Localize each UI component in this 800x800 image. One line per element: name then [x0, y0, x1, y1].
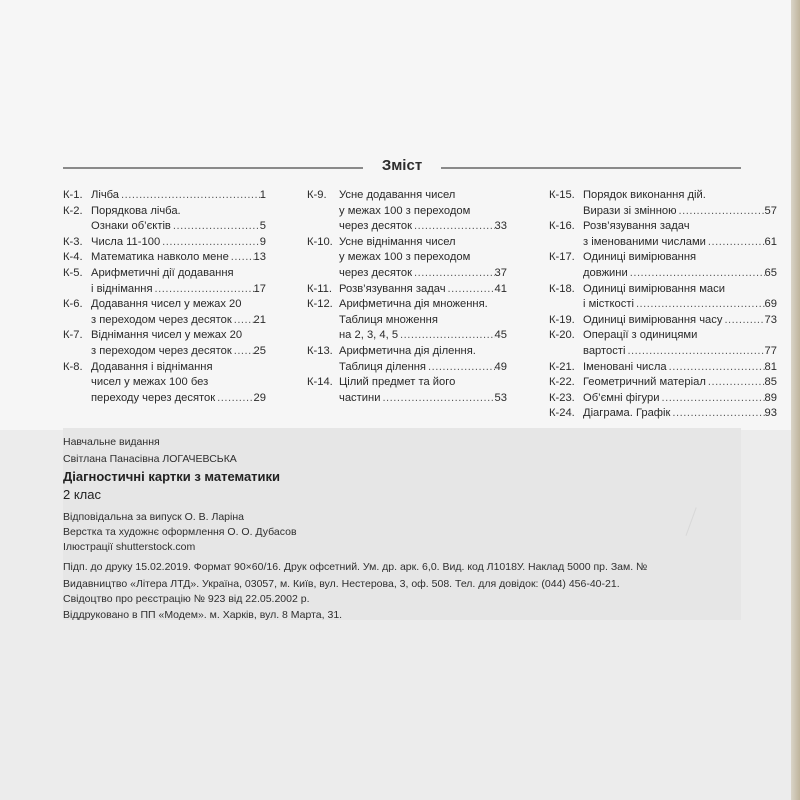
- toc-entry: [307, 297, 507, 344]
- toc-entry-title: Діаграма. Графік: [583, 407, 671, 420]
- toc-entry-title: Лічба: [91, 189, 120, 201]
- toc-entry-line: [91, 360, 266, 376]
- book-grade: 2 клас: [63, 487, 101, 502]
- toc-entry-title: Арифметична дія ділення.: [339, 344, 476, 357]
- toc-entry: [549, 219, 777, 250]
- toc-entry-title: Цілий предмет та його: [339, 376, 456, 389]
- toc-dot-leader: [171, 219, 260, 235]
- toc-entry-line: [339, 360, 507, 376]
- toc-entry: [549, 360, 777, 376]
- toc-entry-line: [339, 188, 507, 204]
- toc-entry-line: [91, 266, 266, 282]
- toc-entry: [63, 204, 266, 235]
- toc-entry-title: Іменовані числа: [583, 360, 667, 373]
- toc-entry: [63, 235, 266, 251]
- toc-entry-number: К-15.: [549, 189, 575, 201]
- toc-dot-leader: [426, 360, 495, 376]
- toc-entry-line: [91, 328, 266, 344]
- registration-certificate: Свідоцтво про реєстрацію № 923 від 22.05.2002 р.: [63, 593, 310, 605]
- toc-entry-title: Додавання і віднімання: [91, 360, 213, 373]
- toc-entry-line: [583, 219, 777, 235]
- toc-entry: [549, 328, 777, 359]
- toc-dot-leader: [119, 188, 260, 204]
- toc-entry-title: довжини: [583, 266, 628, 279]
- toc-page-number: 17: [253, 282, 266, 295]
- toc-entry: [549, 391, 777, 407]
- toc-page-number: 73: [764, 313, 777, 326]
- toc-rule-left: [63, 167, 363, 169]
- toc-entry-title: Порядкова лічба.: [91, 204, 181, 217]
- toc-page-number: 29: [253, 391, 266, 404]
- illustrations-credit: Ілюстрації shutterstock.com: [63, 541, 196, 553]
- toc-dot-leader: [706, 375, 765, 391]
- toc-entry-line: [583, 297, 777, 313]
- toc-entry-number: К-9.: [307, 189, 327, 201]
- toc-entry-title: Розв’язування задач: [583, 220, 690, 233]
- toc-dot-leader: [232, 344, 254, 360]
- toc-entry-number: К-13.: [307, 344, 333, 357]
- toc-entry-line: [91, 188, 266, 204]
- toc-dot-leader: [446, 282, 495, 298]
- toc-entry-line: [91, 235, 266, 251]
- toc-entry-number: К-17.: [549, 251, 575, 264]
- toc-entry-title: через десяток: [339, 266, 413, 279]
- toc-entry-title: Операції з одиницями: [583, 329, 698, 342]
- toc-dot-leader: [412, 266, 495, 282]
- toc-entry-line: [91, 204, 266, 220]
- toc-entry-line: [339, 313, 507, 329]
- toc-entry-title: Віднімання чисел у межах 20: [91, 329, 243, 342]
- toc-entry: [307, 375, 507, 406]
- toc-page-number: 49: [494, 360, 507, 373]
- toc-entry-title: Об’ємні фігури: [583, 391, 660, 404]
- toc-entry-title: на 2, 3, 4, 5: [339, 329, 399, 342]
- toc-dot-leader: [232, 313, 254, 329]
- toc-entry-line: [583, 328, 777, 344]
- edition-type: Навчальне видання: [63, 436, 160, 448]
- toc-entry-number: К-22.: [549, 376, 575, 389]
- toc-page-number: 33: [494, 220, 507, 233]
- toc-entry: [307, 188, 507, 235]
- toc-entry-title: і місткості: [583, 298, 634, 311]
- toc-entry-number: К-20.: [549, 329, 575, 342]
- print-info: Підп. до друку 15.02.2019. Формат 90×60/16. Друк офсетний. Ум. др. арк. 6,0. Вид. код Л1018У. Наклад 5000 пр. Зам. №: [63, 561, 648, 573]
- toc-dot-leader: [634, 297, 765, 313]
- toc-entry-line: [91, 250, 266, 266]
- toc-page-number: 89: [764, 391, 777, 404]
- toc-dot-leader: [677, 204, 765, 220]
- toc-entry-line: [583, 344, 777, 360]
- toc-page-number: 9: [259, 235, 266, 248]
- toc-entry-line: [91, 282, 266, 298]
- toc-column-3: [549, 188, 777, 422]
- toc-entry-number: К-8.: [63, 360, 83, 373]
- toc-dot-leader: [706, 235, 765, 251]
- toc-page-number: 37: [494, 266, 507, 279]
- toc-entry-line: [339, 219, 507, 235]
- toc-entry-number: К-24.: [549, 407, 575, 420]
- toc-entry: [63, 266, 266, 297]
- toc-entry-number: К-18.: [549, 282, 575, 295]
- toc-entry-title: Геометричний матеріал: [583, 376, 706, 389]
- toc-entry-title: Розв’язування задач: [339, 282, 446, 295]
- toc-entry-line: [339, 375, 507, 391]
- toc-entry-title: чисел у межах 100 без: [91, 376, 209, 389]
- toc-entry-line: [91, 391, 266, 407]
- toc-entry: [63, 360, 266, 407]
- toc-entry-number: К-14.: [307, 376, 333, 389]
- publisher-info: Видавництво «Літера ЛТД». Україна, 03057, м. Київ, вул. Нестерова, 3, оф. 508. Тел. для довідок: (044) 456-40-21.: [63, 578, 620, 590]
- toc-entry-number: К-5.: [63, 266, 83, 279]
- toc-entry-title: у межах 100 з переходом: [339, 251, 471, 264]
- toc-entry: [63, 328, 266, 359]
- toc-entry-title: Порядок виконання дій.: [583, 189, 706, 201]
- toc-entry-title: Ознаки об’єктів: [91, 220, 171, 233]
- toc-entry: [549, 250, 777, 281]
- toc-entry-line: [339, 266, 507, 282]
- toc-entry-line: [583, 282, 777, 298]
- toc-entry-number: К-3.: [63, 235, 83, 248]
- toc-entry: [549, 375, 777, 391]
- toc-dot-leader: [628, 266, 765, 282]
- toc-entry-title: Одиниці вимірювання маси: [583, 282, 725, 295]
- toc-page-number: 57: [764, 204, 777, 217]
- toc-entry-number: К-2.: [63, 204, 83, 217]
- toc-entry-title: Усне додавання чисел: [339, 189, 456, 201]
- responsible-editor: Відповідальна за випуск О. В. Ларіна: [63, 511, 244, 523]
- toc-entry-line: [583, 313, 777, 329]
- toc-title: Зміст: [381, 157, 423, 174]
- toc-page-number: 13: [253, 251, 266, 264]
- toc-entry: [63, 250, 266, 266]
- toc-entry-line: [339, 204, 507, 220]
- toc-dot-leader: [670, 406, 764, 422]
- toc-dot-leader: [667, 360, 765, 376]
- toc-dot-leader: [412, 219, 495, 235]
- toc-entry-line: [91, 313, 266, 329]
- toc-page-number: 25: [253, 344, 266, 357]
- toc-entry-line: [339, 297, 507, 313]
- toc-header: [63, 157, 741, 177]
- toc-entry-line: [583, 235, 777, 251]
- toc-page-number: 77: [764, 344, 777, 357]
- toc-entry: [307, 282, 507, 298]
- toc-entry-line: [583, 266, 777, 282]
- toc-dot-leader: [229, 250, 254, 266]
- toc-entry-number: К-21.: [549, 360, 575, 373]
- toc-entry-number: К-7.: [63, 329, 83, 342]
- toc-entry-number: К-4.: [63, 251, 83, 264]
- toc-entry-title: Одиниці вимірювання часу: [583, 313, 723, 326]
- toc-entry-title: вартості: [583, 344, 626, 357]
- toc-entry-number: К-1.: [63, 189, 83, 201]
- toc-entry: [549, 282, 777, 313]
- toc-entry-title: Числа 11-100: [91, 235, 161, 248]
- toc-entry-line: [91, 297, 266, 313]
- toc-entry-title: частини: [339, 391, 381, 404]
- toc-entry: [549, 313, 777, 329]
- toc-entry-title: Усне віднімання чисел: [339, 235, 456, 248]
- printed-by: Віддруковано в ПП «Модем». м. Харків, вул. 8 Марта, 31.: [63, 609, 343, 621]
- toc-page-number: 41: [494, 282, 507, 295]
- toc-page-number: 85: [764, 376, 777, 389]
- toc-entry: [549, 188, 777, 219]
- toc-entry-number: К-19.: [549, 313, 575, 326]
- toc-dot-leader: [398, 328, 495, 344]
- toc-entry-title: через десяток: [339, 220, 413, 233]
- toc-page-number: 53: [494, 391, 507, 404]
- toc-entry-line: [339, 235, 507, 251]
- toc-entry: [307, 235, 507, 282]
- toc-entry-line: [583, 391, 777, 407]
- toc-entry-title: з переходом через десяток: [91, 344, 232, 357]
- toc-entry-title: Одиниці вимірювання: [583, 251, 697, 264]
- toc-entry-number: К-11.: [307, 282, 332, 295]
- toc-page-number: 21: [253, 313, 266, 326]
- toc-entry: [307, 344, 507, 375]
- toc-entry-title: і віднімання: [91, 282, 153, 295]
- toc-entry-line: [91, 375, 266, 391]
- toc-entry-number: К-6.: [63, 298, 83, 311]
- toc-entry-title: Вирази зі змінною: [583, 204, 677, 217]
- toc-entry-number: К-23.: [549, 391, 575, 404]
- toc-entry-title: Арифметична дія множення.: [339, 298, 488, 311]
- toc-entry-line: [339, 344, 507, 360]
- toc-dot-leader: [722, 313, 764, 329]
- book-title: Діагностичні картки з математики: [63, 469, 281, 484]
- toc-page-number: 65: [764, 266, 777, 279]
- toc-page-number: 1: [259, 189, 266, 201]
- toc-entry-number: К-16.: [549, 220, 575, 233]
- binding-edge: [791, 0, 800, 800]
- toc-dot-leader: [380, 391, 494, 407]
- toc-entry-title: Таблиця ділення: [339, 360, 426, 373]
- toc-page-number: 45: [494, 329, 507, 342]
- toc-entry-title: у межах 100 з переходом: [339, 204, 471, 217]
- toc-entry-title: Математика навколо мене: [91, 251, 229, 264]
- author-name: Світлана Панасівна ЛОГАЧЕВСЬКА: [63, 453, 237, 465]
- toc-entry-line: [91, 344, 266, 360]
- toc-dot-leader: [659, 391, 764, 407]
- toc-page-number: 93: [764, 407, 777, 420]
- toc-entry: [549, 406, 777, 422]
- toc-entry-title: з переходом через десяток: [91, 313, 232, 326]
- toc-page-number: 69: [764, 298, 777, 311]
- toc-entry-line: [339, 250, 507, 266]
- toc-entry-title: Додавання чисел у межах 20: [91, 298, 242, 311]
- toc-entry-number: К-10.: [307, 235, 333, 248]
- toc-entry-line: [339, 328, 507, 344]
- toc-page-number: 61: [764, 235, 777, 248]
- toc-entry-line: [339, 391, 507, 407]
- toc-entry-line: [583, 375, 777, 391]
- toc-dot-leader: [625, 344, 764, 360]
- layout-credit: Верстка та художнє оформлення О. О. Дубасов: [63, 526, 297, 538]
- toc-column-2: [307, 188, 507, 406]
- toc-page-number: 81: [764, 360, 777, 373]
- toc-rule-right: [441, 167, 741, 169]
- toc-dot-leader: [160, 235, 260, 251]
- toc-entry-line: [339, 282, 507, 298]
- toc-entry-line: [91, 219, 266, 235]
- toc-entry-title: Арифметичні дії додавання: [91, 266, 234, 279]
- toc-entry-line: [583, 188, 777, 204]
- toc-entry-number: К-12.: [307, 298, 333, 311]
- toc-dot-leader: [215, 391, 253, 407]
- toc-entry-title: з іменованими числами: [583, 235, 706, 248]
- toc-entry-line: [583, 204, 777, 220]
- toc-dot-leader: [153, 282, 254, 298]
- toc-entry: [63, 297, 266, 328]
- toc-entry-title: переходу через десяток: [91, 391, 216, 404]
- toc-entry-title: Таблиця множення: [339, 313, 438, 326]
- toc-entry: [63, 188, 266, 204]
- toc-entry-line: [583, 406, 777, 422]
- toc-entry-line: [583, 360, 777, 376]
- toc-entry-line: [583, 250, 777, 266]
- toc-column-1: [63, 188, 266, 406]
- toc-page-number: 5: [259, 220, 266, 233]
